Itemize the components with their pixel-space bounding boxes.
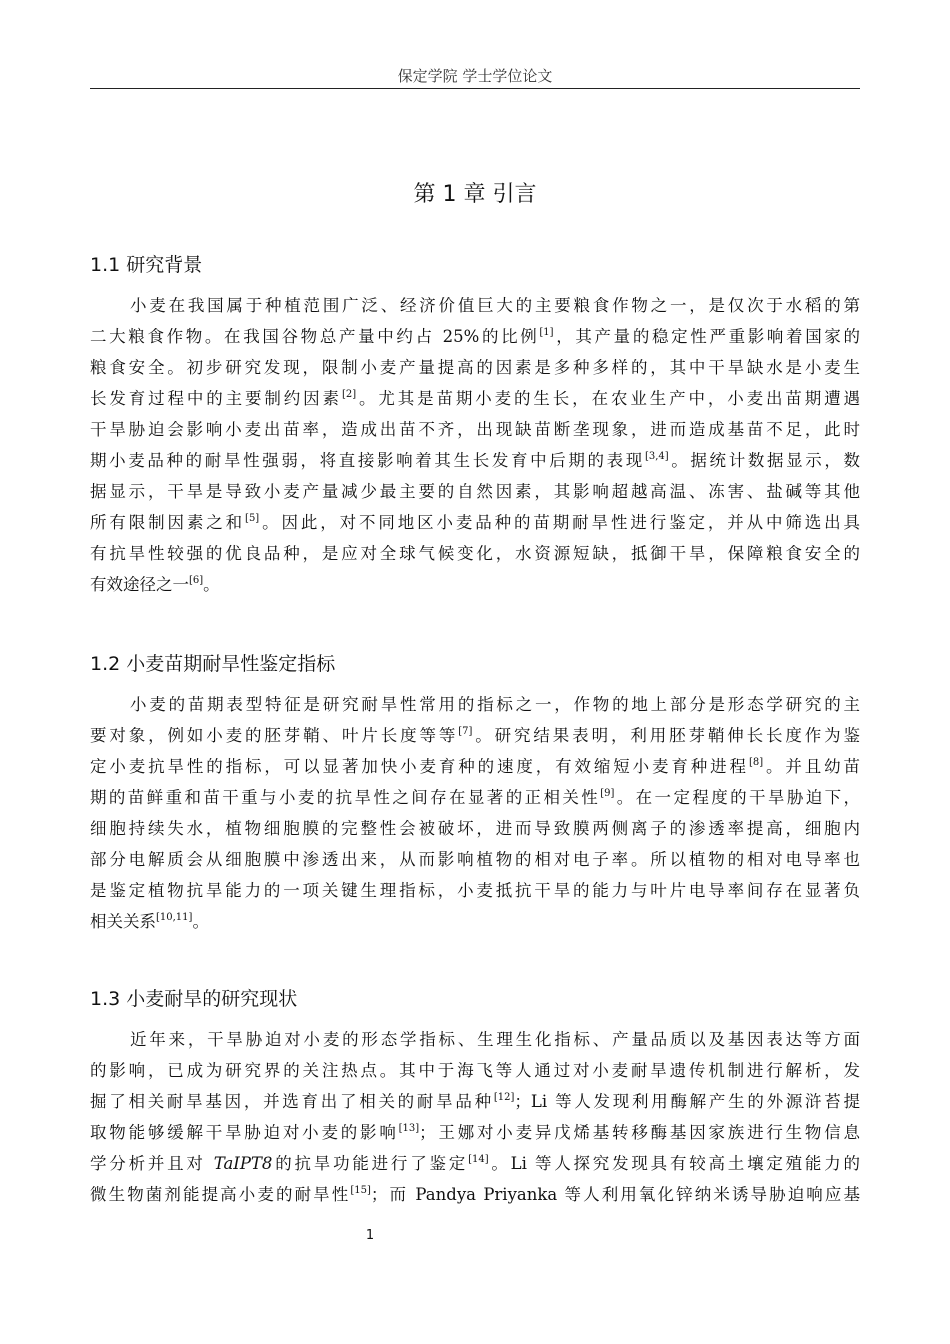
text-run: 学分析并且对	[90, 1154, 214, 1173]
text-run: 据显示，干旱是导致小麦产量减少最主要的自然因素，其影响超越高温、冻害、盐碱等其他	[90, 482, 860, 501]
chapter-title: 第 1 章 引言	[413, 182, 537, 207]
text-line	[90, 290, 860, 321]
text-run: 要对象，例如小麦的胚芽鞘、叶片长度等等	[90, 726, 459, 745]
text-line	[90, 720, 860, 751]
text-run: 。	[203, 575, 220, 594]
text-line	[90, 352, 860, 383]
citation-ref: [14]	[468, 1154, 489, 1165]
citation-ref: [5]	[245, 513, 260, 524]
text-run: 。研究结果表明，利用胚芽鞘伸长长度作为鉴	[472, 726, 860, 745]
text-run: 近年来，干旱胁迫对小麦的形态学指标、生理生化指标、产量品质以及基因表达等方面	[130, 1030, 860, 1049]
text-run: 是鉴定植物抗旱能力的一项关键生理指标，小麦抵抗干旱的能力与叶片电导率间存在显著负	[90, 881, 860, 900]
header-rule	[90, 88, 860, 89]
text-line	[90, 1024, 860, 1055]
text-run: 期的苗鲜重和苗干重与小麦的抗旱性之间存在显著的正相关性	[90, 788, 601, 807]
text-line	[90, 445, 860, 476]
section-1-1-paragraph	[90, 290, 860, 600]
text-line	[90, 1086, 860, 1117]
section-heading-1-1: 1.1 研究背景	[90, 254, 203, 276]
text-run: 的抗旱功能进行了鉴定	[272, 1154, 469, 1173]
text-line	[90, 1148, 860, 1179]
text-run: 。尤其是苗期小麦的生长，在农业生产中，小麦出苗期遭遇	[356, 389, 860, 408]
citation-ref: [7]	[458, 726, 473, 737]
text-run: 有抗旱性较强的优良品种，是应对全球气候变化，水资源短缺，抵御干旱，保障粮食安全的	[90, 544, 860, 563]
text-run: 细胞持续失水，植物细胞膜的完整性会被破坏，进而导致膜两侧离子的渗透率提高，细胞内	[90, 819, 860, 838]
text-run: 粮食安全。初步研究发现，限制小麦产量提高的因素是多种多样的，其中干旱缺水是小麦生	[90, 358, 860, 377]
text-run: 。在一定程度的干旱胁迫下，	[614, 788, 860, 807]
text-run: ；而 Pandya Priyanka 等人利用氧化锌纳米诱导胁迫响应基	[370, 1185, 860, 1204]
section-heading-1-2: 1.2 小麦苗期耐旱性鉴定指标	[90, 653, 336, 675]
citation-ref: [15]	[350, 1185, 371, 1196]
text-run: 干旱胁迫会影响小麦出苗率，造成出苗不齐，出现缺苗断垄现象，进而造成基苗不足，此时	[90, 420, 860, 439]
citation-ref: [12]	[493, 1092, 515, 1103]
text-line	[90, 383, 860, 414]
text-run: 的影响，已成为研究界的关注热点。其中于海飞等人通过对小麦耐旱遗传机制进行解析，发	[90, 1061, 860, 1080]
text-line	[90, 476, 860, 507]
text-run: 有效途径之一	[90, 575, 189, 594]
text-line	[90, 844, 860, 875]
running-header: 保定学院 学士学位论文	[397, 67, 553, 85]
text-line	[90, 875, 860, 906]
text-line	[90, 321, 860, 352]
text-run: ；Li 等人发现利用酶解产生的外源浒苔提	[514, 1092, 860, 1111]
text-run: 微生物菌剂能提高小麦的耐旱性	[90, 1185, 351, 1204]
text-run: 相关关系	[90, 912, 156, 931]
citation-ref: [2]	[341, 389, 357, 400]
citation-ref: [9]	[600, 788, 615, 799]
page-number: 1	[365, 1228, 375, 1243]
text-line	[90, 1179, 860, 1210]
text-line	[90, 414, 860, 445]
text-run: 长发育过程中的主要制约因素	[90, 389, 342, 408]
text-line	[90, 751, 860, 782]
citation-ref: [3,4]	[644, 451, 669, 462]
text-run: 所有限制因素之和	[90, 513, 246, 532]
text-line	[90, 689, 860, 720]
text-run: 掘了相关耐旱基因，并选育出了相关的耐旱品种	[90, 1092, 494, 1111]
text-run: ，其产量的稳定性严重影响着国家的	[553, 327, 860, 346]
text-line	[90, 906, 860, 937]
text-run: 。因此，对不同地区小麦品种的苗期耐旱性进行鉴定，并从中筛选出具	[259, 513, 860, 532]
section-heading-1-3: 1.3 小麦耐旱的研究现状	[90, 988, 298, 1010]
gene-name: TaIPT8	[213, 1154, 273, 1173]
citation-ref: [1]	[539, 327, 554, 338]
section-1-3-paragraph	[90, 1024, 860, 1210]
text-run: 小麦在我国属于种植范围广泛、经济价值巨大的主要粮食作物之一，是仅次于水稻的第	[130, 296, 860, 315]
text-run: 。并且幼苗	[763, 757, 860, 776]
text-line	[90, 782, 860, 813]
text-run: 期小麦品种的耐旱性强弱，将直接影响着其生长发育中后期的表现	[90, 451, 645, 470]
text-run: 。据统计数据显示，数	[668, 451, 860, 470]
citation-ref: [6]	[189, 575, 204, 586]
text-line	[90, 569, 860, 600]
text-run: 。	[192, 912, 209, 931]
text-line	[90, 507, 860, 538]
citation-ref: [10,11]	[156, 912, 193, 923]
text-run: 小麦的苗期表型特征是研究耐旱性常用的指标之一，作物的地上部分是形态学研究的主	[130, 695, 860, 714]
text-line	[90, 813, 860, 844]
citation-ref: [13]	[398, 1123, 420, 1134]
text-line	[90, 1117, 860, 1148]
text-run: 部分电解质会从细胞膜中渗透出来，从而影响植物的相对电子率。所以植物的相对电导率也	[90, 850, 860, 869]
text-run: 取物能够缓解干旱胁迫对小麦的影响	[90, 1123, 399, 1142]
text-run: 。Li 等人探究发现具有较高土壤定殖能力的	[488, 1154, 860, 1173]
text-line	[90, 538, 860, 569]
text-run: ；王娜对小麦异戊烯基转移酶基因家族进行生物信息	[419, 1123, 860, 1142]
text-run: 二大粮食作物。在我国谷物总产量中约占 25%的比例	[90, 327, 540, 346]
section-1-2-paragraph	[90, 689, 860, 937]
citation-ref: [8]	[748, 757, 764, 768]
text-run: 定小麦抗旱性的指标，可以显著加快小麦育种的速度，有效缩短小麦育种进程	[90, 757, 749, 776]
text-line	[90, 1055, 860, 1086]
